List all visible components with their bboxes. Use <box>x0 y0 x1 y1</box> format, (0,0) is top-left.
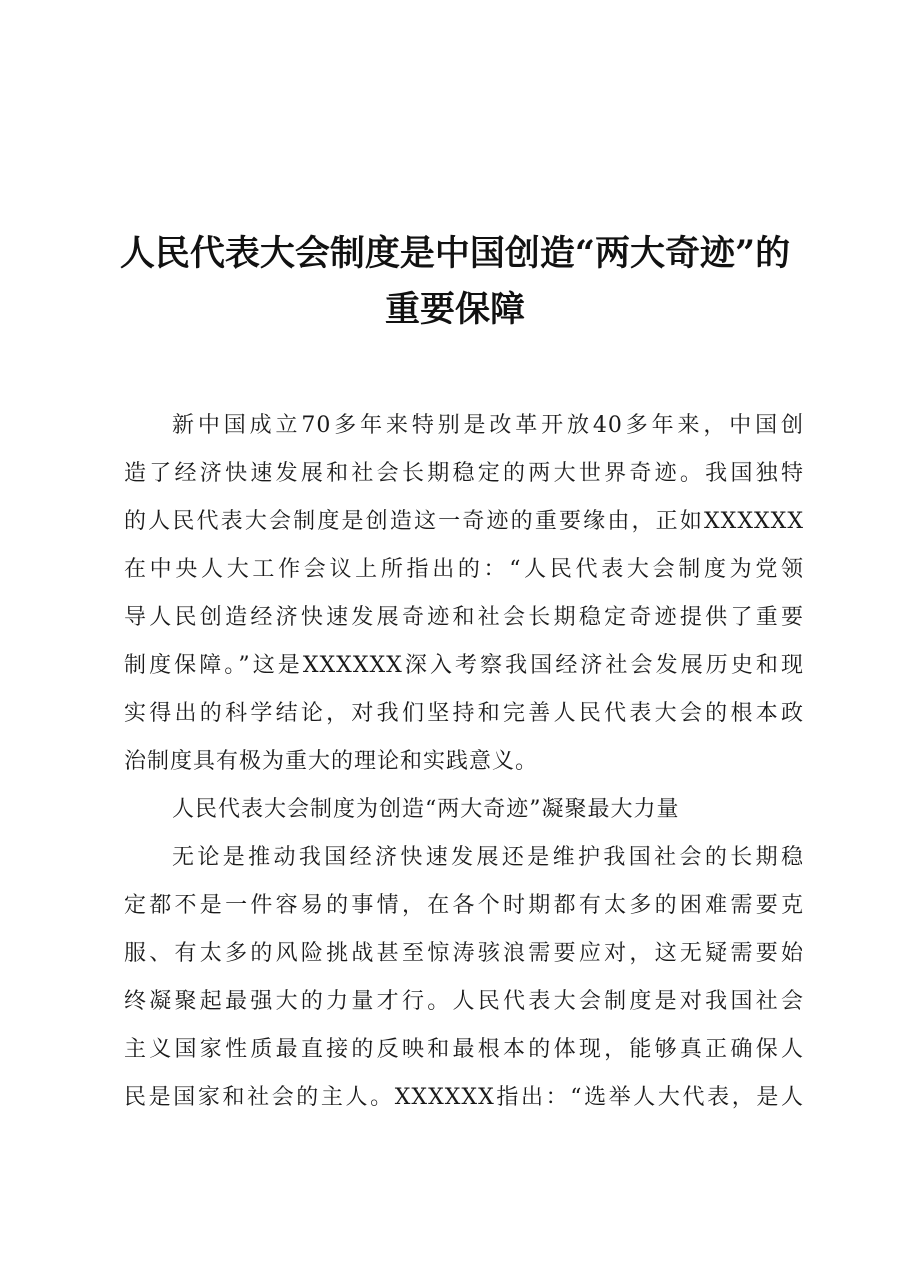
title-line-2: 重要保障 <box>384 289 525 330</box>
paragraph-line: 服、有太多的风险挑战甚至惊涛骇浪需要应对，这无疑需要始 <box>124 941 804 966</box>
paragraph-line: 民是国家和社会的主人。XXXXXX指出：“选举人大代表，是人 <box>124 1085 804 1110</box>
paragraph-line: 在中央人大工作会议上所指出的：“人民代表大会制度为党领 <box>124 557 804 582</box>
paragraph-line: 无论是推动我国经济快速发展还是维护我国社会的长期稳 <box>172 845 804 870</box>
section-heading-text: 人民代表大会制度为创造“两大奇迹”凝聚最大力量 <box>172 797 680 822</box>
paragraph-line: 的人民代表大会制度是创造这一奇迹的重要缘由，正如XXXXXX <box>124 509 804 534</box>
paragraph-line: 实得出的科学结论，对我们坚持和完善人民代表大会的根本政 <box>124 701 804 726</box>
title-line-1: 人民代表大会制度是中国创造“两大奇迹”的 <box>119 233 791 274</box>
paragraph-line: 终凝聚起最强大的力量才行。人民代表大会制度是对我国社会 <box>124 989 804 1014</box>
document-body <box>124 402 804 1122</box>
paragraph-line: 治制度具有极为重大的理论和实践意义。 <box>124 749 539 774</box>
paragraph-line: 造了经济快速发展和社会长期稳定的两大世界奇迹。我国独特 <box>124 461 804 486</box>
paragraph-section-1 <box>124 834 804 1122</box>
paragraph-line: 主义国家性质最直接的反映和最根本的体现，能够真正确保人 <box>124 1037 804 1062</box>
document-title <box>110 226 800 338</box>
paragraph-line: 定都不是一件容易的事情，在各个时期都有太多的困难需要克 <box>124 893 804 918</box>
paragraph-line: 导人民创造经济快速发展奇迹和社会长期稳定奇迹提供了重要 <box>124 605 804 630</box>
paragraph-intro <box>124 402 804 786</box>
section-heading <box>124 786 804 834</box>
paragraph-line: 新中国成立70多年来特别是改革开放40多年来，中国创 <box>172 413 804 438</box>
paragraph-line: 制度保障。”这是XXXXXX深入考察我国经济社会发展历史和现 <box>124 653 804 678</box>
